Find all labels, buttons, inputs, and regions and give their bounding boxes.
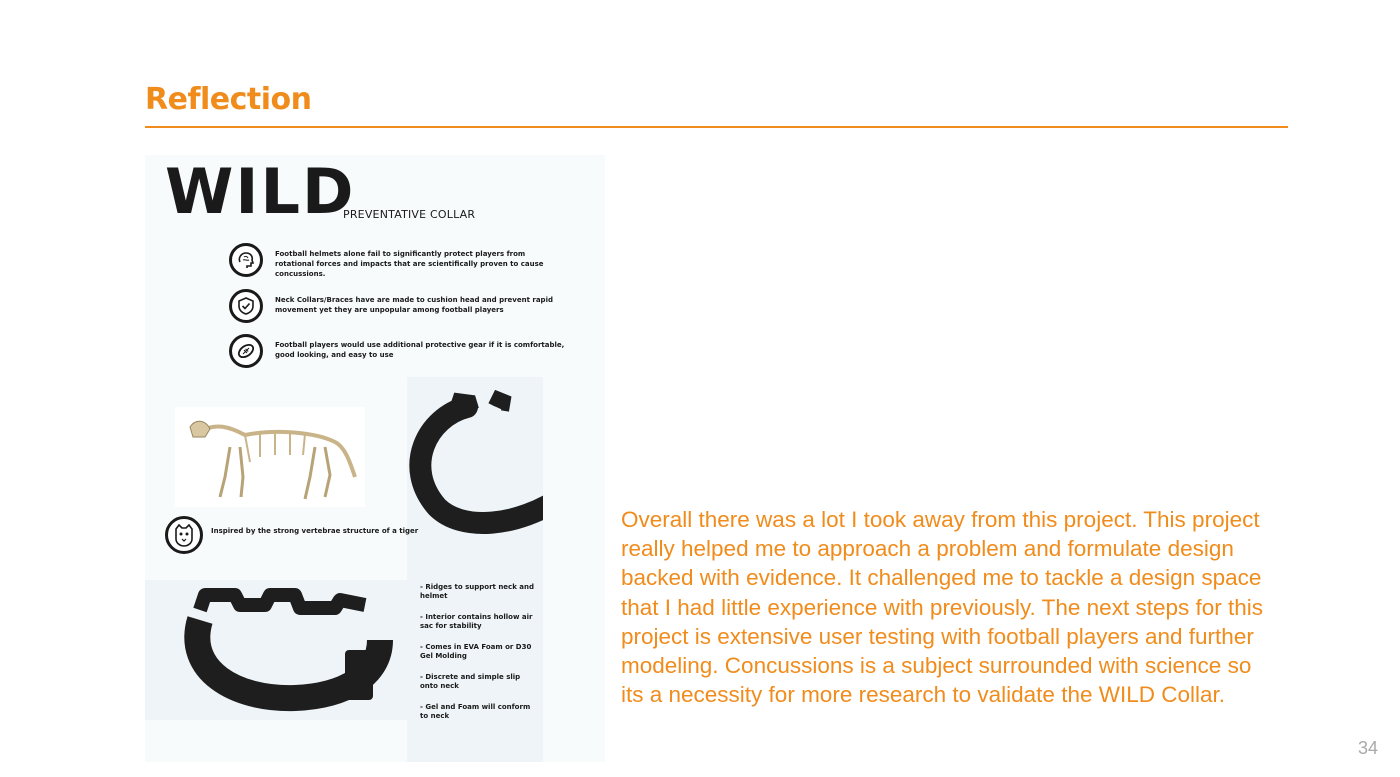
brain-icon [229,243,263,277]
feature-item: - Comes in EVA Foam or D30 Gel Molding [420,643,532,660]
shield-icon [229,289,263,323]
poster-wordmark: WILD [165,155,356,228]
wild-collar-poster [145,155,605,762]
inspiration-caption: Inspired by the strong vertebrae structure of a tiger [211,527,419,535]
feature-item: - Discrete and simple slip onto neck [420,673,521,690]
collar-front-render [145,580,407,720]
poster-subtitle: PREVENTATIVE COLLAR [343,208,476,221]
feature-item: - Ridges to support neck and helmet [420,583,535,600]
slide-title: Reflection [145,82,312,117]
reflection-paragraph: Overall there was a lot I took away from this project. This project really helped me to approach a problem and formulate design backed with evidence. It challenged me to tackle a design space that I had little experience with previously. The next steps for this project is extensive user testing with football players and further modeling. Concussions is a subject surrounded with science so its a necessity for more research to validate the WILD Collar. [621,507,1263,708]
fact-text: Neck Collars/Braces have are made to cushion head and prevent rapid movement yet they are unpopular among football players [275,296,553,314]
title-divider [145,126,1288,128]
feature-item: - Gel and Foam will conform to neck [420,703,531,720]
fact-text: Football players would use additional protective gear if it is comfortable, good looking, and easy to use [275,341,565,359]
page-number: 34 [1358,738,1379,758]
collar-side-render [407,377,543,547]
feature-item: - Interior contains hollow air sac for stability [420,613,533,630]
feature-list [420,583,540,733]
tiger-icon [165,516,203,554]
tiger-skeleton-image [175,407,365,507]
football-icon [229,334,263,368]
fact-text: Football helmets alone fail to significantly protect players from rotational forces and impacts that are scientifically proven to cause concussions. [275,250,544,278]
